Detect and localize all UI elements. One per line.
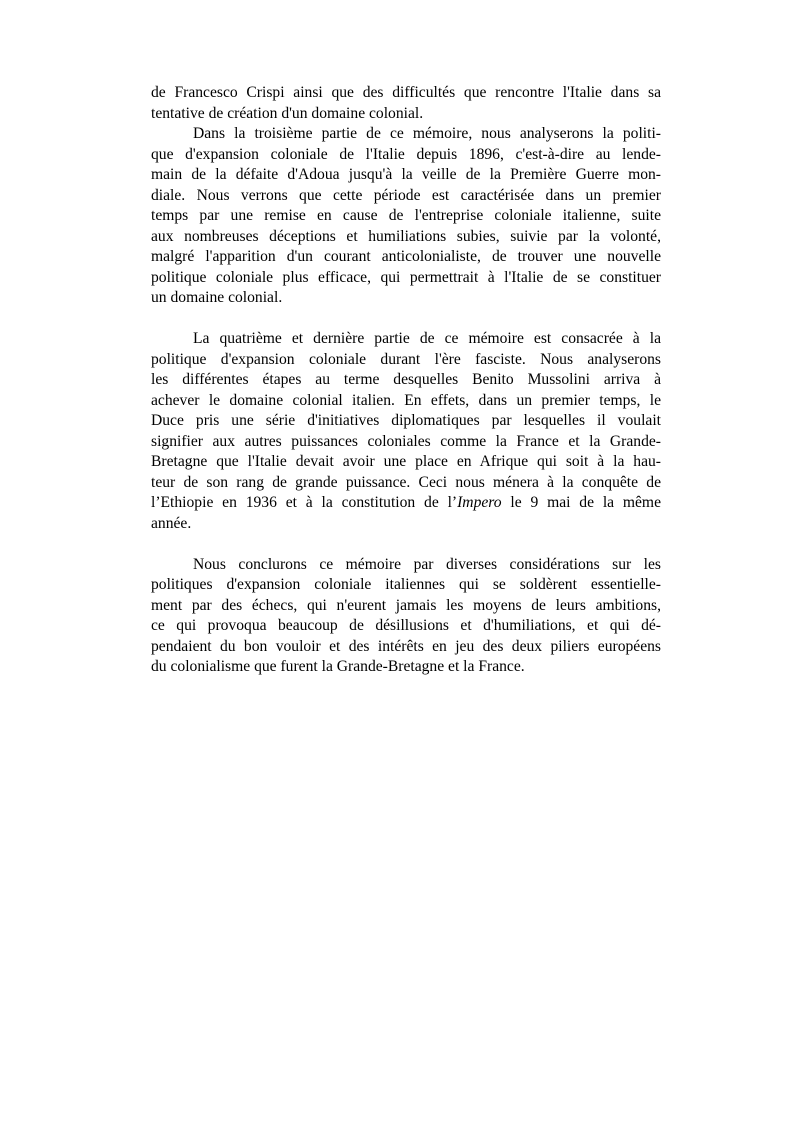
text-segment: le 9 mai de la même [501,494,661,511]
text-line: achever le domaine colonial italien. En effets, dans un premier temps, le [151,391,661,409]
text-line: Bretagne que l'Italie devait avoir une place en Afrique qui soit à la hau- [151,453,661,470]
text-line: que d'expansion coloniale de l'Italie depuis 1896, c'est-à-dire au lende- [151,145,661,163]
text-line: année. [151,514,192,532]
paragraph-fourth-part [151,329,661,534]
text-line: ce qui provoqua beaucoup de désillusions et d'humiliations, et qui dé- [151,617,661,634]
text-line: tentative de création d'un domaine colonial. [151,104,424,122]
text-line: main de la défaite d'Adoua jusqu'à la veille de la Première Guerre mon- [151,166,661,183]
paragraph-conclusion [151,555,661,678]
text-line: Duce pris une série d'initiatives diplomatiques par lesquelles il voulait [151,412,661,429]
paragraph-third-part [151,124,661,309]
text-line: temps par une remise en cause de l'entreprise coloniale italienne, suite [151,207,661,224]
text-segment: l’Ethiopie en 1936 et à la constitution de l’ [151,494,458,511]
text-line: Nous conclurons ce mémoire par diverses considérations sur les [193,555,661,573]
text-line: La quatrième et dernière partie de ce mémoire est consacrée à la [193,330,661,347]
text-line: aux nombreuses déceptions et humiliations subies, suivie par la volonté, [151,227,661,245]
italic-term-impero: Impero [457,494,502,511]
text-line [151,493,661,514]
text-line: pendaient du bon vouloir et des intérêts en jeu des deux piliers européens [151,637,661,655]
body-text [151,83,661,678]
text-line: diale. Nous verrons que cette période est caractérisée dans un premier [151,186,661,204]
text-line: malgré l'apparition d'un courant anticolonialiste, de trouver une nouvelle [151,248,661,265]
paragraph-intro-continuation [151,83,661,124]
text-line: du colonialisme que furent la Grande-Bretagne et la France. [151,658,525,675]
text-line: de Francesco Crispi ainsi que des difficultés que rencontre l'Italie dans sa [151,84,661,101]
text-line: Dans la troisième partie de ce mémoire, nous analyserons la politi- [193,125,661,142]
text-line: les différentes étapes au terme desquelles Benito Mussolini arriva à [151,371,661,388]
text-line: ment par des échecs, qui n'eurent jamais les moyens de leurs ambitions, [151,596,661,614]
text-line: un domaine colonial. [151,289,283,306]
text-line: politique coloniale plus efficace, qui permettrait à l'Italie de se constituer [151,268,661,286]
text-line: teur de son rang de grande puissance. Ceci nous ménera à la conquête de [151,473,661,491]
paragraph-spacer [151,309,661,330]
text-line: politiques d'expansion coloniale italiennes qui se soldèrent essentielle- [151,576,661,593]
text-line: politique d'expansion coloniale durant l'ère fasciste. Nous analyserons [151,350,661,368]
paragraph-spacer [151,534,661,555]
text-line: signifier aux autres puissances coloniales comme la France et la Grande- [151,432,661,450]
